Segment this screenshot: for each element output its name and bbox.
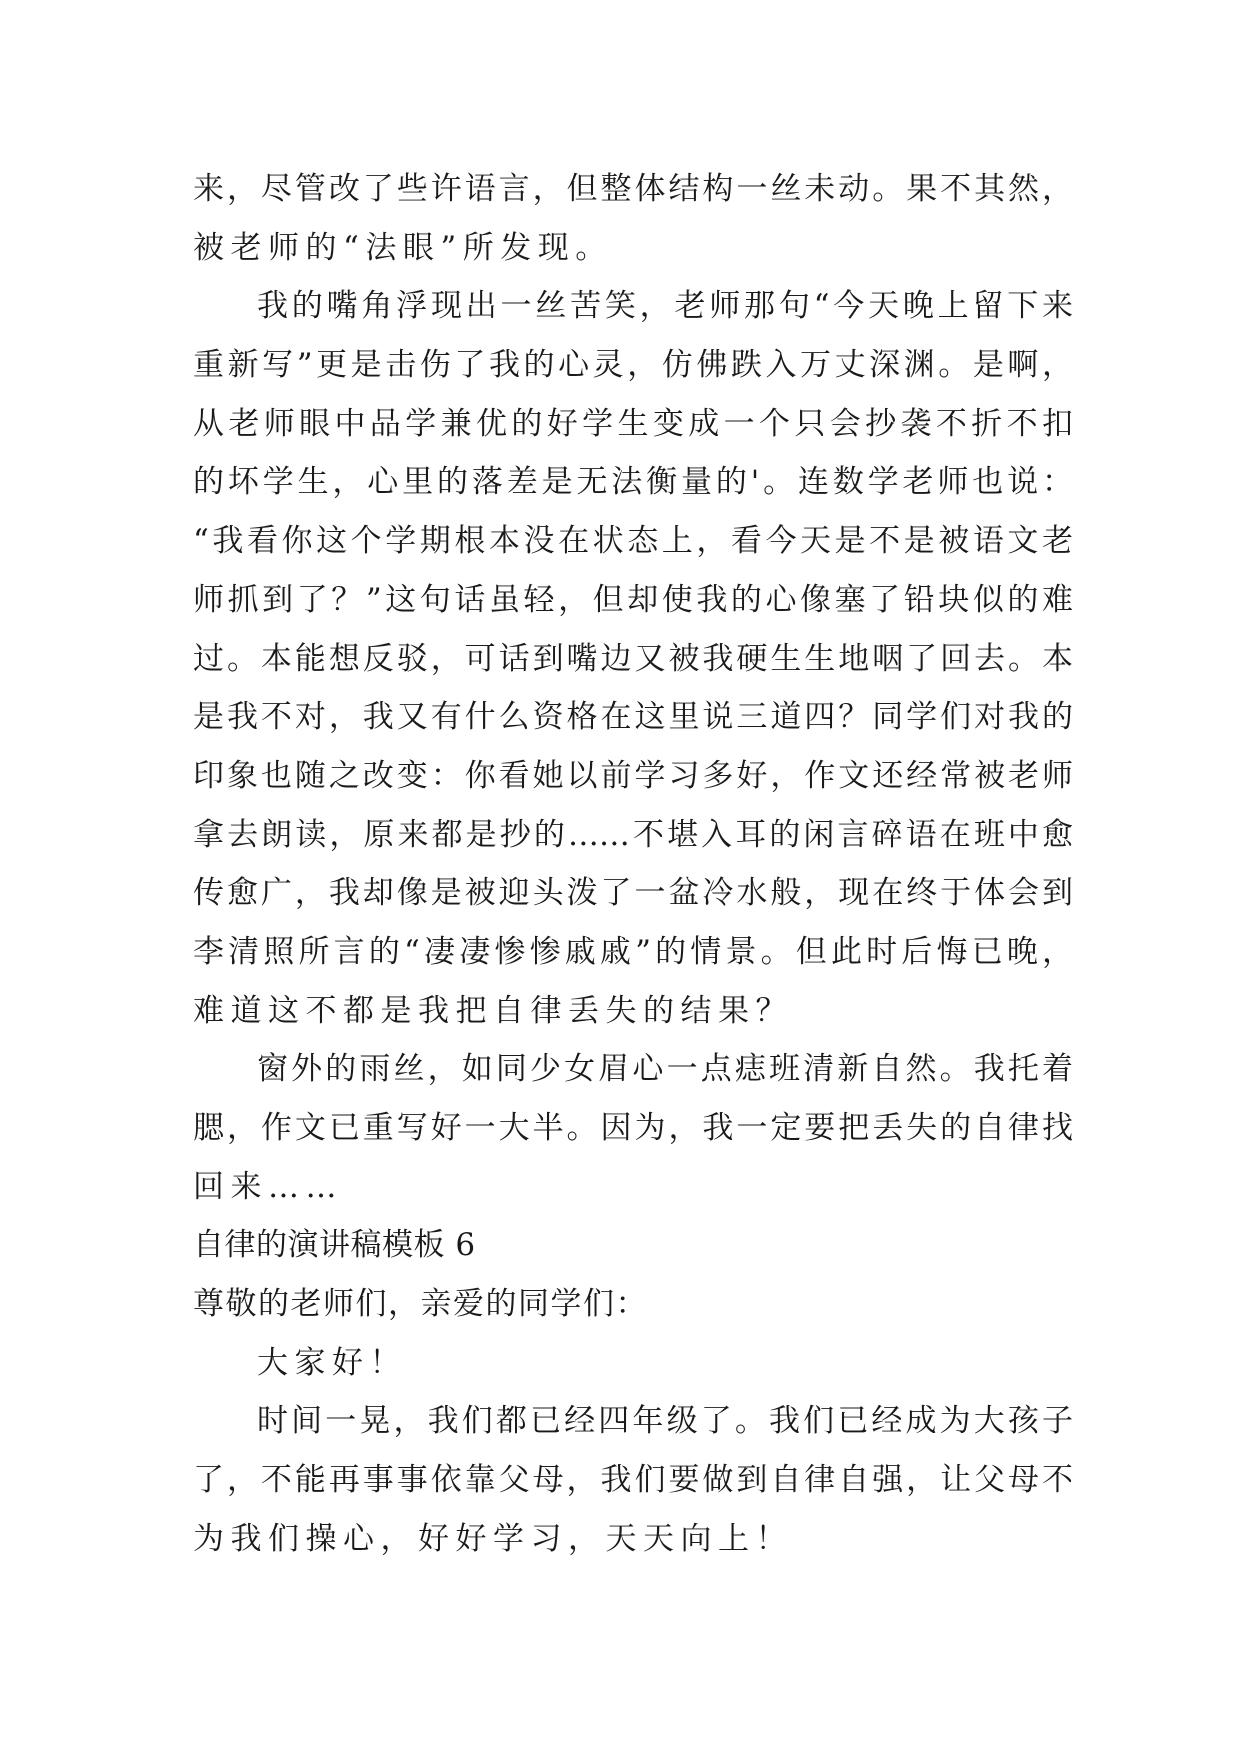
paragraph-line: 的坏学生，心里的落差是无法衡量的'。连数学老师也说：: [193, 464, 1073, 501]
paragraph-line: 师抓到了？”这句话虽轻，但却使我的心像塞了铅块似的难: [193, 581, 1073, 618]
paragraph-line: 窗外的雨丝，如同少女眉心一点痣班清新自然。我托着: [257, 1051, 1073, 1088]
paragraph-line: 过。本能想反驳，可话到嘴边又被我硬生生地咽了回去。本: [193, 640, 1073, 677]
paragraph-line: 李清照所言的“凄凄惨惨戚戚”的情景。但此时后悔已晚，: [193, 933, 1073, 970]
paragraph-line: “我看你这个学期根本没在状态上，看今天是不是被语文老: [193, 523, 1073, 560]
paragraph-line: 为我们操心，好好学习，天天向上！: [193, 1520, 793, 1557]
salutation: 尊敬的老师们，亲爱的同学们：: [193, 1286, 648, 1323]
paragraph-line: 传愈广，我却像是被迎头泼了一盆冷水般，现在终于体会到: [193, 875, 1073, 912]
greeting: 大家好！: [257, 1344, 407, 1381]
paragraph-line: 时间一晃，我们都已经四年级了。我们已经成为大孩子: [257, 1403, 1073, 1440]
document-body: [193, 160, 1073, 1569]
section-heading: 自律的演讲稿模板 6: [193, 1227, 476, 1264]
paragraph-line: 从老师眼中品学兼优的好学生变成一个只会抄袭不折不扣: [193, 405, 1073, 442]
paragraph-line: 我的嘴角浮现出一丝苦笑，老师那句“今天晚上留下来: [257, 288, 1073, 325]
paragraph-line: 重新写”更是击伤了我的心灵，仿佛跌入万丈深渊。是啊，: [193, 347, 1073, 384]
paragraph-line: 印象也随之改变：你看她以前学习多好，作文还经常被老师: [193, 757, 1073, 794]
paragraph-line: 腮，作文已重写好一大半。因为，我一定要把丢失的自律找: [193, 1110, 1073, 1146]
paragraph-line: 难道这不都是我把自律丢失的结果？: [193, 992, 793, 1029]
paragraph-line: 拿去朗读，原来都是抄的……不堪入耳的闲言碎语在班中愈: [193, 816, 1073, 853]
paragraph-line: 来，尽管改了些许语言，但整体结构一丝未动。果不其然，: [193, 171, 1073, 207]
paragraph-line: 了，不能再事事依靠父母，我们要做到自律自强，让父母不: [193, 1462, 1073, 1499]
paragraph-line: 被老师的“法眼”所发现。: [193, 229, 613, 266]
paragraph-line: 是我不对，我又有什么资格在这里说三道四？同学们对我的: [193, 699, 1073, 736]
paragraph-line: 回来……: [193, 1168, 343, 1205]
